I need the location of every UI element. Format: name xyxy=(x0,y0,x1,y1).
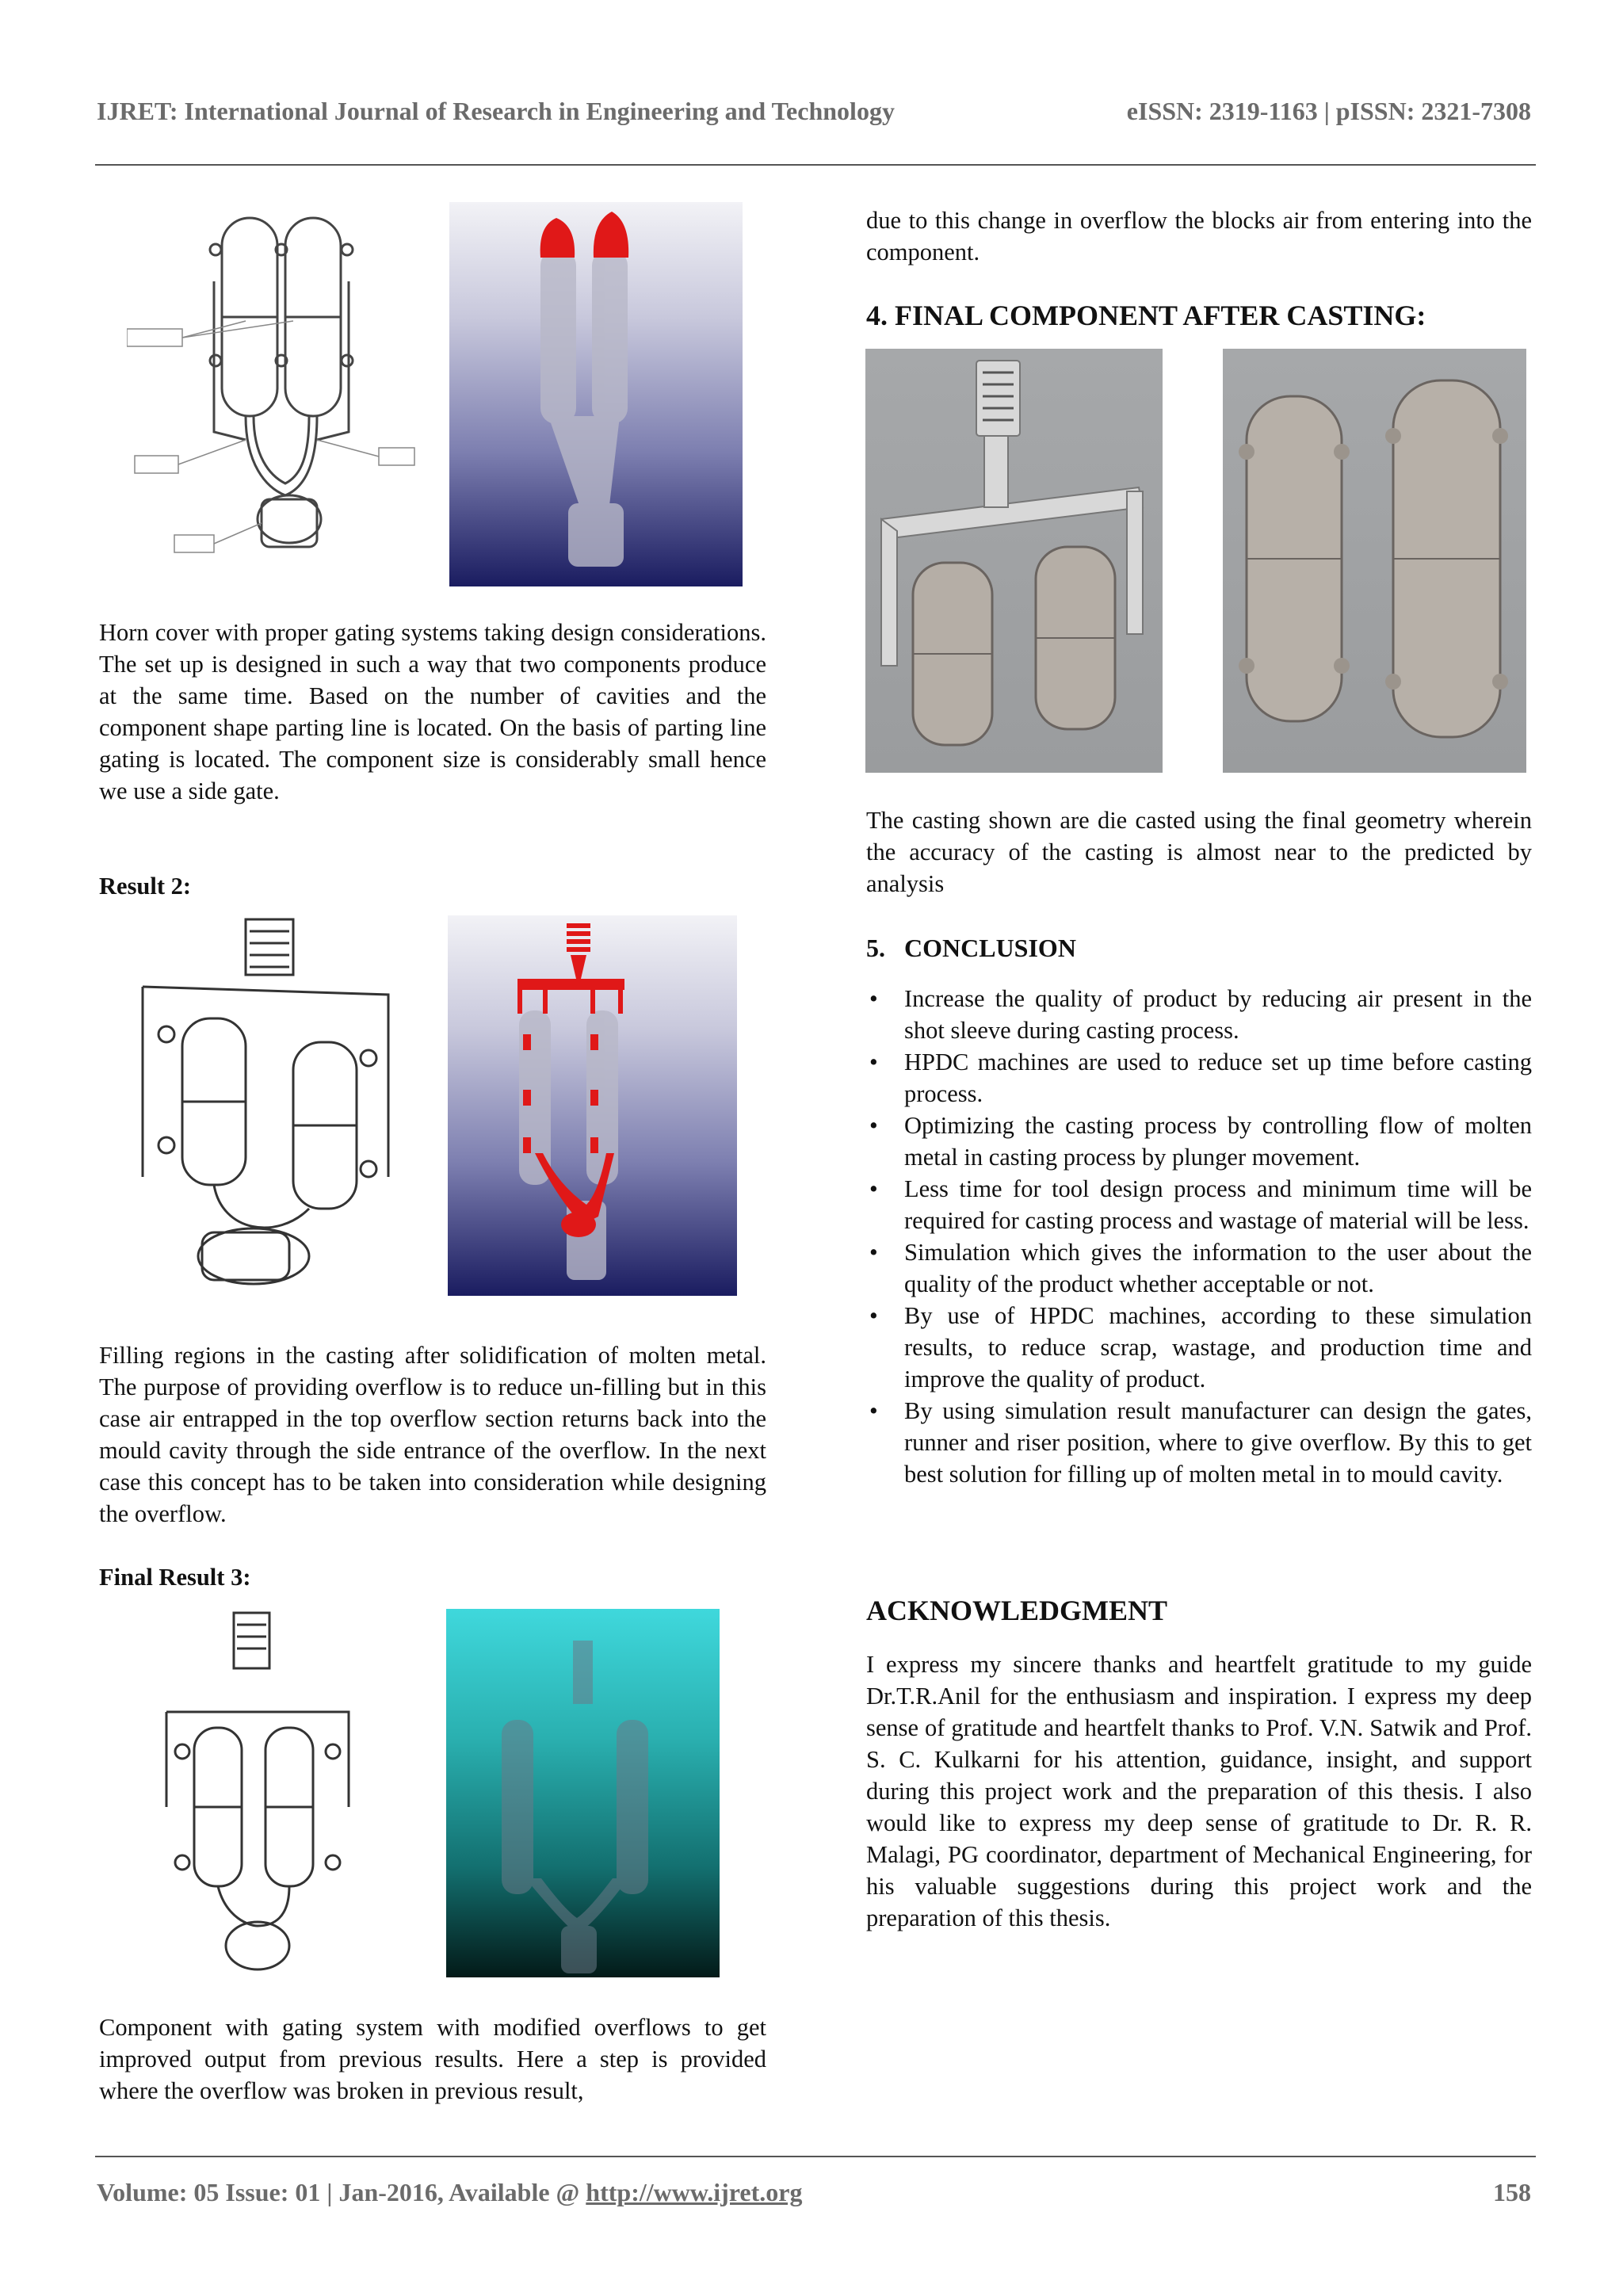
paragraph-overflow-continued: due to this change in overflow the blocks air from entering into the component. xyxy=(866,207,1532,266)
list-item: • By use of HPDC machines, according to these simulation results, to reduce scrap, wastage, and production time and improve the quality of product. xyxy=(866,1300,1532,1395)
figure-result-3-drawing xyxy=(155,1609,361,1977)
journal-title: IJRET: International Journal of Research in Engineering and Technology xyxy=(97,97,895,125)
ack-heading-wrap xyxy=(866,1593,1532,1628)
figure-simulation-3 xyxy=(446,1609,720,1977)
running-header xyxy=(97,97,1531,126)
right-column-casting xyxy=(866,804,1532,900)
result-3-heading-wrap xyxy=(99,1561,766,1593)
paragraph-casting-shown: The casting shown are die casted using the final geometry wherein the accuracy of the casting is almost near to the predicted by analysis xyxy=(866,807,1532,897)
page-number: 158 xyxy=(1493,2178,1531,2206)
ack-text-wrap xyxy=(866,1648,1532,1934)
header-rule xyxy=(95,164,1536,166)
issn: eISSN: 2319-1163 | pISSN: 2321-7308 xyxy=(1126,97,1531,125)
paragraph-modified-overflows: Component with gating system with modified overflows to get improved output from previous results. Here a step is provided where the overflow was broken in previous result, xyxy=(99,2014,766,2104)
left-column xyxy=(99,617,766,807)
result-2-heading-wrap xyxy=(99,870,766,902)
result-2-heading: Result 2: xyxy=(99,873,192,900)
list-item: • Optimizing the casting process by controlling flow of molten metal in casting process by plunger movement. xyxy=(866,1110,1532,1173)
right-column-top xyxy=(866,204,1532,268)
figure-horn-cover-drawing xyxy=(127,202,420,571)
section-4-heading: 4. FINAL COMPONENT AFTER CASTING: xyxy=(866,300,1426,331)
paragraph-filling-regions: Filling regions in the casting after solidification of molten metal. The purpose of providing overflow is to reduce un-filling but in this case air entrapped in the top overflow section returns back into the mould cavity through the side entrance of the overflow. In the next case this concept has to be taken into consideration while designing the overflow. xyxy=(99,1342,766,1527)
acknowledgment-paragraph: I express my sincere thanks and heartfelt gratitude to my guide Dr.T.R.Anil for the enthusiasm and inspiration. I express my deep sense of gratitude and heartfelt thanks to Prof. V.N. Satwik and Prof. S. C. Kulkarni for his attention, guidance, insight, and support during this project work and the preparation of this thesis. I also would like to express my deep sense of gratitude to Dr. R. R. Malagi, PG coordinator, department of Mechanical Engineering, for his valuable suggestions during this project work and the preparation of this thesis. xyxy=(866,1651,1532,1931)
section-5-heading-wrap xyxy=(866,932,1532,964)
list-item: • Less time for tool design process and minimum time will be required for casting process and wastage of material will be less. xyxy=(866,1173,1532,1236)
conclusion-list-wrap xyxy=(866,983,1532,1490)
conclusion-list xyxy=(866,983,1532,1490)
photo-final-castings xyxy=(1223,349,1526,773)
journal-url-link[interactable]: http://www.ijret.org xyxy=(586,2178,803,2206)
acknowledgment-heading: ACKNOWLEDGMENT xyxy=(866,1595,1168,1626)
list-item: • By using simulation result manufacturer can design the gates, runner and riser position, where to give overflow. By this to get best solution for filling up of molten metal in to mould cavity. xyxy=(866,1395,1532,1490)
running-footer xyxy=(97,2178,1531,2207)
footer-volume-wrap xyxy=(97,2178,802,2207)
footer-rule xyxy=(95,2156,1536,2157)
footer-volume: Volume: 05 Issue: 01 | Jan-2016, Available @ xyxy=(97,2178,580,2206)
result-3-heading: Final Result 3: xyxy=(99,1564,251,1591)
figure-simulation-1 xyxy=(449,202,743,586)
left-column-para3 xyxy=(99,2011,766,2107)
list-item: • Increase the quality of product by reducing air present in the shot sleeve during casting process. xyxy=(866,983,1532,1046)
section-4-heading-wrap xyxy=(866,298,1532,333)
section-5-title: CONCLUSION xyxy=(904,934,1076,962)
figure-simulation-2 xyxy=(448,915,737,1296)
list-item: • Simulation which gives the information to the user about the quality of the product whether acceptable or not. xyxy=(866,1236,1532,1300)
list-item: • HPDC machines are used to reduce set up time before casting process. xyxy=(866,1046,1532,1110)
photo-casting-with-runner xyxy=(865,349,1163,773)
left-column-para2 xyxy=(99,1339,766,1530)
figure-result-2-drawing xyxy=(135,915,404,1288)
section-5-heading xyxy=(866,932,1532,964)
section-5-number: 5. xyxy=(866,934,885,962)
paragraph-horn-cover: Horn cover with proper gating systems taking design considerations. The set up is designed in such a way that two components produce at the same time. Based on the number of cavities and the component shape parting line is located. On the basis of parting line gating is located. The component size is considerably small hence we use a side gate. xyxy=(99,619,766,804)
